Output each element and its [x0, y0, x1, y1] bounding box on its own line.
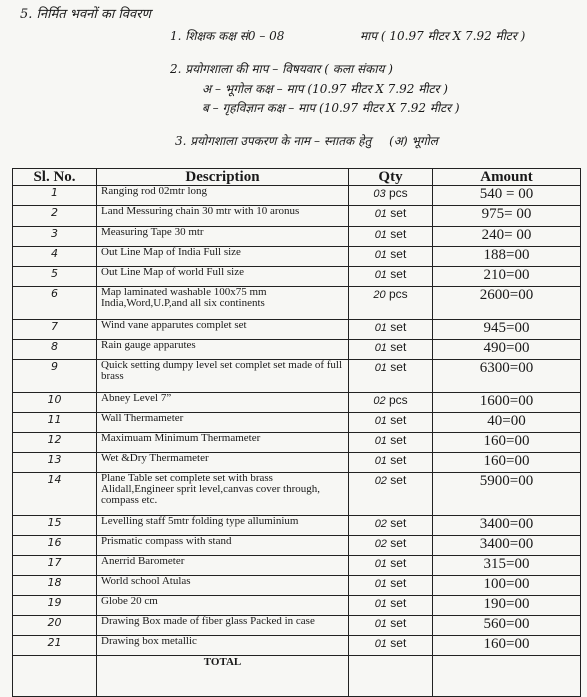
table-row [13, 360, 581, 393]
sl-number: 17 [13, 556, 97, 576]
item-description: Drawing Box made of fiber glass Packed in case [97, 616, 349, 636]
quantity-cell [349, 206, 433, 227]
amount-cell: 5900=00 [433, 473, 581, 516]
equipment-title-line [175, 132, 438, 149]
quantity-cell [349, 596, 433, 616]
quantity-unit: set [390, 576, 407, 590]
column-header-sl: Sl. No. [13, 169, 97, 186]
column-header-description: Description [97, 169, 349, 186]
sl-number: 2 [13, 206, 97, 227]
table-row [13, 287, 581, 320]
quantity-cell [349, 616, 433, 636]
quantity-number: 01 [374, 578, 387, 590]
quantity-number: 02 [374, 518, 387, 530]
item-description: Map laminated washable 100x75 mm India,Word,U.P,and all six continents [97, 287, 349, 320]
item-description: Globe 20 cm [97, 596, 349, 616]
table-row [13, 413, 581, 433]
quantity-number: 01 [374, 435, 387, 447]
equipment-title: 3. प्रयोगशाला उपकरण के नाम – स्नातक हेतु [175, 134, 372, 148]
amount-cell: 975= 00 [433, 206, 581, 227]
quantity-cell [349, 413, 433, 433]
amount-cell: 490=00 [433, 340, 581, 360]
sl-number: 4 [13, 247, 97, 267]
quantity-cell [349, 516, 433, 536]
quantity-unit: pcs [388, 287, 408, 301]
table-row [13, 267, 581, 287]
item-description: Prismatic compass with stand [97, 536, 349, 556]
sl-number: 10 [13, 393, 97, 413]
quantity-unit: set [390, 453, 407, 467]
quantity-unit: set [390, 413, 407, 427]
item-description: Wall Thermameter [97, 413, 349, 433]
quantity-cell [349, 267, 433, 287]
item-description: Anerrid Barometer [97, 556, 349, 576]
quantity-number: 02 [374, 475, 387, 487]
quantity-unit: set [390, 473, 407, 487]
sl-number: 11 [13, 413, 97, 433]
sl-number: 16 [13, 536, 97, 556]
amount-cell: 240= 00 [433, 227, 581, 247]
quantity-unit: set [390, 340, 407, 354]
quantity-number: 01 [374, 362, 387, 374]
item-description: Out Line Map of India Full size [97, 247, 349, 267]
amount-cell: 190=00 [433, 596, 581, 616]
item-description: Out Line Map of world Full size [97, 267, 349, 287]
room-label: 1. शिक्षक कक्ष सं0 – 08 [170, 29, 285, 43]
document-header [0, 0, 587, 168]
item-description: Drawing box metallic [97, 636, 349, 656]
table-row [13, 453, 581, 473]
column-header-amount: Amount [433, 169, 581, 186]
quantity-cell [349, 393, 433, 413]
quantity-cell [349, 536, 433, 556]
quantity-unit: set [390, 516, 407, 530]
quantity-cell [349, 576, 433, 596]
amount-cell: 160=00 [433, 453, 581, 473]
sl-number: 20 [13, 616, 97, 636]
quantity-cell [349, 227, 433, 247]
total-qty-cell [349, 656, 433, 697]
sl-number: 15 [13, 516, 97, 536]
table-row [13, 433, 581, 453]
lab-geography: अ – भूगोल कक्ष – माप (10.97 मीटर X 7.92 मीटर ) [202, 82, 448, 96]
amount-cell: 160=00 [433, 433, 581, 453]
item-description: Land Messuring chain 30 mtr with 10 aronus [97, 206, 349, 227]
quantity-unit: set [390, 433, 407, 447]
quantity-number: 01 [374, 415, 387, 427]
table-row [13, 340, 581, 360]
quantity-unit: set [390, 636, 407, 650]
table-row [13, 186, 581, 206]
amount-cell: 540 = 00 [433, 186, 581, 206]
section-title: 5. निर्मित भवनों का विवरण [20, 7, 151, 22]
quantity-unit: pcs [388, 186, 408, 200]
quantity-number: 02 [374, 538, 387, 550]
amount-cell: 945=00 [433, 320, 581, 340]
amount-cell: 40=00 [433, 413, 581, 433]
quantity-number: 01 [374, 558, 387, 570]
table-row [13, 516, 581, 536]
sl-number: 18 [13, 576, 97, 596]
column-header-qty: Qty [349, 169, 433, 186]
sl-number: 7 [13, 320, 97, 340]
amount-cell: 100=00 [433, 576, 581, 596]
table-row [13, 206, 581, 227]
total-row [13, 656, 581, 697]
quantity-cell [349, 287, 433, 320]
item-description: Ranging rod 02mtr long [97, 186, 349, 206]
table-header-row [13, 169, 581, 186]
table-row [13, 393, 581, 413]
item-description: Rain gauge apparutes [97, 340, 349, 360]
amount-cell: 560=00 [433, 616, 581, 636]
amount-cell: 3400=00 [433, 536, 581, 556]
sl-number: 21 [13, 636, 97, 656]
quantity-cell [349, 320, 433, 340]
amount-cell: 210=00 [433, 267, 581, 287]
table-body [13, 186, 581, 656]
amount-cell: 6300=00 [433, 360, 581, 393]
quantity-cell [349, 556, 433, 576]
quantity-unit: set [390, 616, 407, 630]
room-line [170, 27, 526, 44]
table-row [13, 636, 581, 656]
sl-number: 19 [13, 596, 97, 616]
quantity-cell [349, 433, 433, 453]
quantity-unit: set [390, 596, 407, 610]
quantity-number: 20 [373, 289, 386, 301]
item-description: World school Atulas [97, 576, 349, 596]
quantity-number: 03 [373, 188, 386, 200]
total-sl-cell [13, 656, 97, 697]
quantity-unit: set [390, 556, 407, 570]
amount-cell: 160=00 [433, 636, 581, 656]
quantity-unit: set [390, 247, 407, 261]
quantity-unit: pcs [388, 393, 408, 407]
amount-cell: 3400=00 [433, 516, 581, 536]
quantity-number: 01 [374, 249, 387, 261]
quantity-cell [349, 360, 433, 393]
item-description: Wet &Dry Thermameter [97, 453, 349, 473]
quantity-number: 01 [374, 342, 387, 354]
amount-cell: 315=00 [433, 556, 581, 576]
sl-number: 8 [13, 340, 97, 360]
sl-number: 14 [13, 473, 97, 516]
quantity-number: 01 [374, 638, 387, 650]
table-row [13, 556, 581, 576]
sl-number: 3 [13, 227, 97, 247]
equipment-table [12, 168, 581, 697]
quantity-unit: set [390, 320, 407, 334]
item-description: Abney Level 7” [97, 393, 349, 413]
quantity-number: 01 [374, 598, 387, 610]
item-description: Quick setting dumpy level set complet set made of full brass [97, 360, 349, 393]
quantity-unit: set [390, 206, 407, 220]
equipment-subject: (अ) भूगोल [389, 134, 438, 148]
quantity-unit: set [390, 267, 407, 281]
item-description: Maximuam Minimum Thermameter [97, 433, 349, 453]
lab-measure-label: 2. प्रयोगशाला की माप – विषयवार ( कला संकाय ) [170, 62, 393, 76]
quantity-cell [349, 186, 433, 206]
sl-number: 13 [13, 453, 97, 473]
item-description: Plane Table set complete set with brass Alidall,Engineer sprit level,canvas cover through, compass etc. [97, 473, 349, 516]
quantity-number: 02 [373, 395, 386, 407]
total-amount [433, 656, 581, 697]
sl-number: 9 [13, 360, 97, 393]
room-measure: माप ( 10.97 मीटर X 7.92 मीटर ) [360, 29, 526, 43]
quantity-cell [349, 340, 433, 360]
sl-number: 12 [13, 433, 97, 453]
sl-number: 6 [13, 287, 97, 320]
table-row [13, 247, 581, 267]
quantity-cell [349, 453, 433, 473]
quantity-number: 01 [374, 269, 387, 281]
quantity-unit: set [390, 536, 407, 550]
total-label: TOTAL [97, 656, 349, 697]
quantity-unit: set [390, 360, 407, 374]
amount-cell: 2600=00 [433, 287, 581, 320]
quantity-unit: set [390, 227, 407, 241]
item-description: Wind vane apparutes complet set [97, 320, 349, 340]
table-row [13, 473, 581, 516]
table-row [13, 227, 581, 247]
item-description: Levelling staff 5mtr folding type alluminium [97, 516, 349, 536]
quantity-cell [349, 247, 433, 267]
sl-number: 5 [13, 267, 97, 287]
quantity-cell [349, 636, 433, 656]
quantity-number: 01 [374, 322, 387, 334]
item-description: Measuring Tape 30 mtr [97, 227, 349, 247]
quantity-number: 01 [374, 208, 387, 220]
quantity-cell [349, 473, 433, 516]
table-row [13, 596, 581, 616]
table-row [13, 536, 581, 556]
amount-cell: 1600=00 [433, 393, 581, 413]
quantity-number: 01 [374, 229, 387, 241]
amount-cell: 188=00 [433, 247, 581, 267]
quantity-number: 01 [374, 455, 387, 467]
quantity-number: 01 [374, 618, 387, 630]
sl-number: 1 [13, 186, 97, 206]
table-row [13, 576, 581, 596]
lab-home-science: ब – गृहविज्ञान कक्ष – माप (10.97 मीटर X 7.92 मीटर ) [202, 101, 460, 115]
table-row [13, 616, 581, 636]
table-row [13, 320, 581, 340]
